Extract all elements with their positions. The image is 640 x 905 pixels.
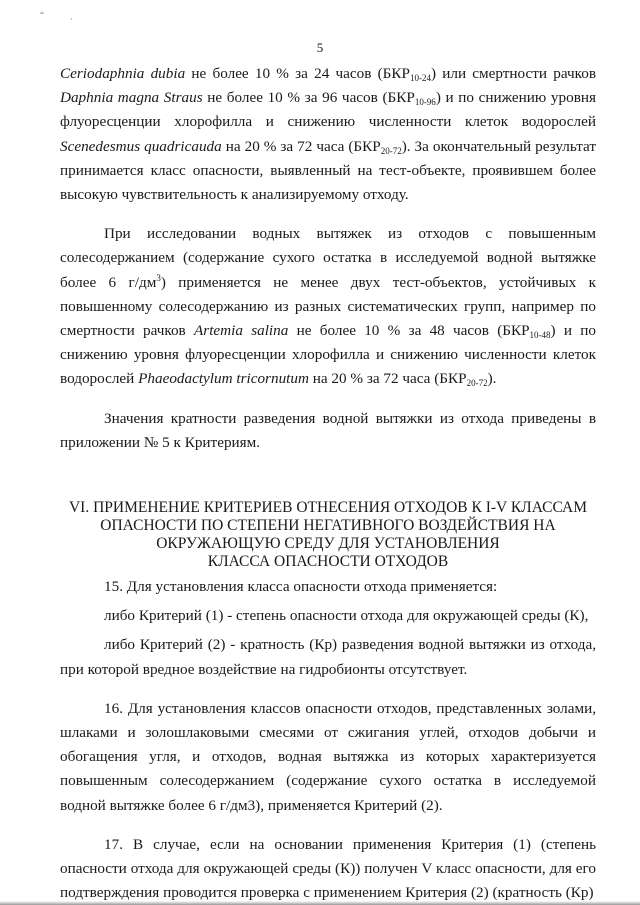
page-number: 5	[316, 40, 324, 55]
species-name: Artemia salina	[194, 322, 289, 340]
species-name: Scenedesmus quadricauda	[60, 137, 222, 155]
species-name: Ceriodaphnia dubia	[60, 65, 186, 82]
clause-15-criterion-1: либо Критерий (1) - степень опасности отхода для окружающей среды (К),	[104, 607, 589, 625]
paragraph-bioassay-freshwater: Ceriodaphnia dubia не более 10 % за 24 часов $(БКР_{10-24})$ или смертности рачков Daphnia magna Straus не более 10 % за 96 часов $(БКР_{10-96})$ и по снижению уровня флуоресценции хлорофилла и снижению численности клеток водорослей Scenedesmus quadricauda на 20 % за 72 часа $(БКР_{20-72})$. За окончательный результат принимается класс опасности, выявленный на тест-объекте, проявившем более высокую чувствительность к анализируемому отходу.	[60, 65, 596, 204]
species-name: Daphnia magna Straus	[60, 89, 203, 107]
clause-15: 15. Для установления класса опасности отхода применяется:	[104, 578, 498, 596]
section-heading: VI. ПРИМЕНЕНИЕ КРИТЕРИЕВ ОТНЕСЕНИЯ ОТХОДОВ К I-V КЛАССАМ ОПАСНОСТИ ПО СТЕПЕНИ НЕГАТИВНОГО ВОЗДЕЙСТВИЯ НА ОКРУЖАЮЩУЮ СРЕДУ ДЛЯ УСТАНОВЛЕНИЯ КЛАССА ОПАСНОСТИ ОТХОДОВ	[68, 499, 588, 571]
page-bottom-edge	[0, 901, 640, 905]
paragraph-saline-extracts: При исследовании водных вытяжек из отходов с повышенным солесодержанием (содержание сухого остатка в исследуемой водной вытяжке более 6 $г/дм^3$) применяется не менее двух тест-объектов, устойчивых к повышенному солесодержанию из разных систематических групп, например по смертности рачков Artemia salina не более 10 % за 48 часов $(БКР_{10-48})$ и по снижению уровня флуоресценции хлорофилла и снижению численности клеток водорослей Phaeodactylum tricornutum на 20 % за 72 часа $(БКР_{20-72})$.	[60, 225, 596, 389]
paragraph-dilution-appendix: Значения кратности разведения водной вытяжки из отхода приведены в приложении № 5 к Критериям.	[60, 409, 596, 451]
clause-17: 17. В случае, если на основании применения Критерия (1) (степень опасности отхода для окружающей среды (К)) получен V класс опасности, для его подтверждения проводится проверка с применением Критерия (2) (кратность (Кр)	[60, 835, 596, 902]
species-name: Phaeodactylum tricornutum	[138, 370, 309, 388]
document-body	[60, 62, 596, 905]
clause-16: 16. Для установления классов опасности отходов, представленных золами, шлаками и золошлаковыми смесями от сжигания углей, отходов добычи и обогащения угля, и отходов, водная вытяжка из которых характеризуется повышенным солесодержанием (содержание сухого остатка в исследуемой водной вытяжке более 6 г/дм3), применяется Критерий (2).	[60, 699, 596, 814]
clause-15-criterion-2: либо Критерий (2) - кратность (Кр) разведения водной вытяжки из отхода, при которой вредное воздействие на гидробионты отсутствует.	[60, 636, 596, 678]
stray-mark: ·	[70, 14, 73, 24]
stray-mark: “	[40, 10, 44, 20]
